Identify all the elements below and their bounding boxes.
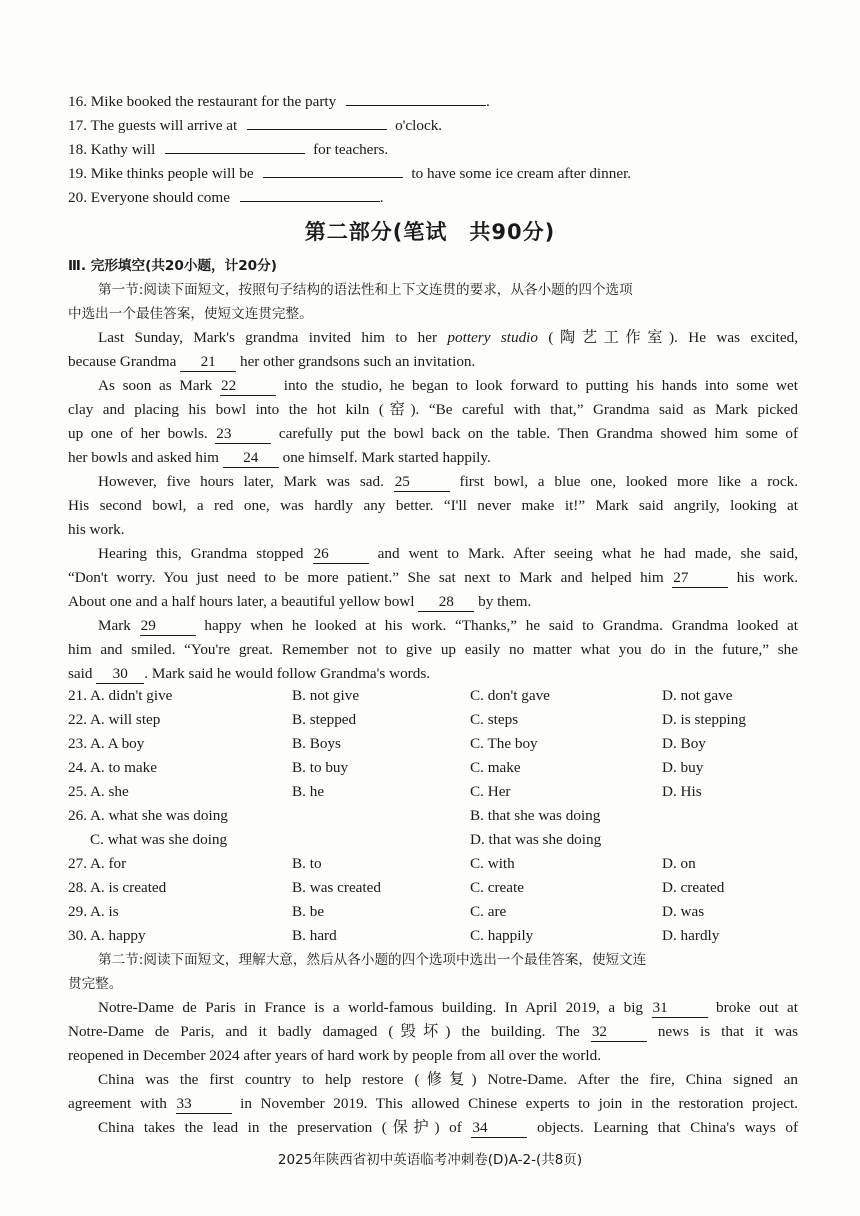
- passage2-line: Notre-Dame de Paris, and it badly damaged (毁坏) the building. The 32 news is that it was: [68, 1023, 799, 1040]
- option-b[interactable]: B. Boys: [292, 735, 341, 752]
- listening-item-20: [68, 186, 798, 210]
- option-c[interactable]: C. Her: [470, 783, 511, 800]
- option-c[interactable]: C. are: [470, 903, 507, 920]
- section-heading: Ⅲ. 完形填空(共20小题，计20分): [68, 258, 277, 274]
- option-a[interactable]: 21. A. didn't give: [68, 687, 173, 704]
- option-a[interactable]: 30. A. happy: [68, 927, 146, 944]
- item-text: for teachers.: [313, 141, 389, 158]
- passage1-line: However, five hours later, Mark was sad. 25 first bowl, a blue one, looked more like a rock.: [98, 473, 799, 490]
- option-a[interactable]: 24. A. to make: [68, 759, 158, 776]
- item-text: 19. Mike thinks people will be: [68, 165, 254, 182]
- passage1-line: As soon as Mark 22 into the studio, he began to look forward to putting his hands into some wet: [98, 377, 798, 394]
- part-title: 第二部分(笔试 共90分): [304, 220, 556, 244]
- option-d[interactable]: D. buy: [662, 759, 704, 776]
- option-c[interactable]: C. what was she doing: [90, 831, 228, 848]
- passage1-line: Hearing this, Grandma stopped 26 and went to Mark. After seeing what he had made, she said,: [98, 545, 798, 562]
- passage1-line: Last Sunday, Mark's grandma invited him to her pottery studio (陶艺工作室). He was excited,: [98, 329, 799, 346]
- passage1-line: up one of her bowls. 23 carefully put the bowl back on the table. Then Grandma showed him some of: [68, 425, 799, 442]
- option-c[interactable]: C. create: [470, 879, 524, 896]
- blank-22[interactable]: 22: [220, 377, 276, 396]
- passage2-line: Notre-Dame de Paris in France is a world-famous building. In April 2019, a big 31 broke out at: [98, 999, 799, 1016]
- blank-23[interactable]: 23: [215, 425, 271, 444]
- passage1-line: his work.: [68, 521, 125, 538]
- blank-26[interactable]: 26: [313, 545, 369, 564]
- listening-item-16: [68, 90, 798, 114]
- listening-item-17: [68, 114, 798, 138]
- blank-29[interactable]: 29: [140, 617, 196, 636]
- option-a[interactable]: 26. A. what she was doing: [68, 807, 228, 824]
- listening-item-18: [68, 138, 798, 162]
- option-d[interactable]: D. not gave: [662, 687, 733, 704]
- item-text: to have some ice cream after dinner.: [411, 165, 632, 182]
- item-text: 17. The guests will arrive at: [68, 117, 238, 134]
- blank-27[interactable]: 27: [672, 569, 728, 588]
- section2-instruction-cont: 贯完整。: [68, 976, 123, 992]
- option-d[interactable]: D. on: [662, 855, 696, 872]
- item-text: .: [379, 189, 384, 206]
- section2-instruction: 第二节:阅读下面短文，理解大意，然后从各小题的四个选项中选出一个最佳答案，使短文连: [98, 952, 647, 968]
- blank-24[interactable]: 24: [223, 449, 279, 468]
- answer-blank[interactable]: [165, 138, 305, 154]
- blank-31[interactable]: 31: [652, 999, 708, 1018]
- option-d[interactable]: D. created: [662, 879, 725, 896]
- option-a[interactable]: 28. A. is created: [68, 879, 167, 896]
- option-d[interactable]: D. was: [662, 903, 705, 920]
- option-d[interactable]: D. hardly: [662, 927, 720, 944]
- passage2-line: agreement with 33 in November 2019. This allowed Chinese experts to join in the restoration project.: [68, 1095, 798, 1112]
- blank-34[interactable]: 34: [471, 1119, 527, 1138]
- passage2-line: China takes the lead in the preservation (保护) of 34 objects. Learning that China's ways of: [98, 1119, 799, 1136]
- option-b[interactable]: B. was created: [292, 879, 381, 896]
- option-b[interactable]: B. to buy: [292, 759, 349, 776]
- option-a[interactable]: 25. A. she: [68, 783, 129, 800]
- page-footer: 2025年陕西省初中英语临考冲刺卷(D)A-2-(共8页): [277, 1152, 583, 1168]
- item-text: 16. Mike booked the restaurant for the party: [68, 93, 337, 110]
- option-d[interactable]: D. is stepping: [662, 711, 746, 728]
- option-a[interactable]: 22. A. will step: [68, 711, 161, 728]
- blank-21[interactable]: 21: [180, 353, 236, 372]
- option-b[interactable]: B. stepped: [292, 711, 357, 728]
- passage1-line: His second bowl, a red one, was hardly any better. “I'll never make it!” Mark said angrily, looking at: [68, 497, 798, 514]
- italic-term: pottery studio: [447, 329, 538, 346]
- option-b[interactable]: B. not give: [292, 687, 360, 704]
- item-text: 20. Everyone should come: [68, 189, 230, 206]
- option-b[interactable]: B. be: [292, 903, 325, 920]
- blank-30[interactable]: 30: [96, 665, 144, 684]
- option-c[interactable]: C. with: [470, 855, 515, 872]
- option-a[interactable]: 27. A. for: [68, 855, 127, 872]
- passage2-line: reopened in December 2024 after years of hard work by people from all over the world.: [68, 1047, 602, 1064]
- passage1-line: said 30 . Mark said he would follow Grandma's words.: [68, 665, 431, 682]
- option-c[interactable]: C. happily: [470, 927, 534, 944]
- passage2-line: China was the first country to help restore (修复) Notre-Dame. After the fire, China signed an: [98, 1071, 798, 1088]
- option-c[interactable]: C. make: [470, 759, 521, 776]
- blank-28[interactable]: 28: [418, 593, 474, 612]
- answer-blank[interactable]: [247, 114, 387, 130]
- item-text: 18. Kathy will: [68, 141, 156, 158]
- option-d[interactable]: D. Boy: [662, 735, 706, 752]
- option-a[interactable]: 23. A. A boy: [68, 735, 145, 752]
- option-b[interactable]: B. to: [292, 855, 322, 872]
- passage1-line: About one and a half hours later, a beautiful yellow bowl 28 by them.: [68, 593, 532, 610]
- answer-blank[interactable]: [240, 186, 380, 202]
- option-c[interactable]: C. steps: [470, 711, 519, 728]
- answer-blank[interactable]: [346, 90, 486, 106]
- listening-item-19: [68, 162, 798, 186]
- passage1-line: her bowls and asked him 24 one himself. Mark started happily.: [68, 449, 491, 466]
- answer-blank[interactable]: [263, 162, 403, 178]
- blank-25[interactable]: 25: [394, 473, 450, 492]
- blank-32[interactable]: 32: [591, 1023, 647, 1042]
- option-c[interactable]: C. don't gave: [470, 687, 550, 704]
- passage1-line: Mark 29 happy when he looked at his work. “Thanks,” he said to Grandma. Grandma looked at: [98, 617, 798, 634]
- option-b[interactable]: B. he: [292, 783, 325, 800]
- section1-instruction-cont: 中选出一个最佳答案，使短文连贯完整。: [68, 306, 313, 322]
- passage1-line: him and smiled. “You're great. Remember not to give up easily no matter what you do in the future,” she: [68, 641, 798, 658]
- section1-instruction: 第一节:阅读下面短文，按照句子结构的语法性和上下文连贯的要求，从各小题的四个选项: [98, 282, 633, 298]
- option-c[interactable]: C. The boy: [470, 735, 538, 752]
- option-a[interactable]: 29. A. is: [68, 903, 119, 920]
- item-text: o'clock.: [395, 117, 443, 134]
- option-b[interactable]: B. hard: [292, 927, 337, 944]
- passage1-line: because Grandma 21 her other grandsons such an invitation.: [68, 353, 476, 370]
- passage1-line: “Don't worry. You just need to be more patient.” She sat next to Mark and helped him 27 his work.: [68, 569, 799, 586]
- option-b[interactable]: B. that she was doing: [470, 807, 601, 824]
- blank-33[interactable]: 33: [176, 1095, 232, 1114]
- option-d[interactable]: D. that was she doing: [470, 831, 602, 848]
- passage1-line: clay and placing his bowl into the hot kiln (窑). “Be careful with that,” Grandma said as Mark picked: [68, 401, 798, 418]
- option-d[interactable]: D. His: [662, 783, 702, 800]
- item-text: .: [486, 93, 490, 110]
